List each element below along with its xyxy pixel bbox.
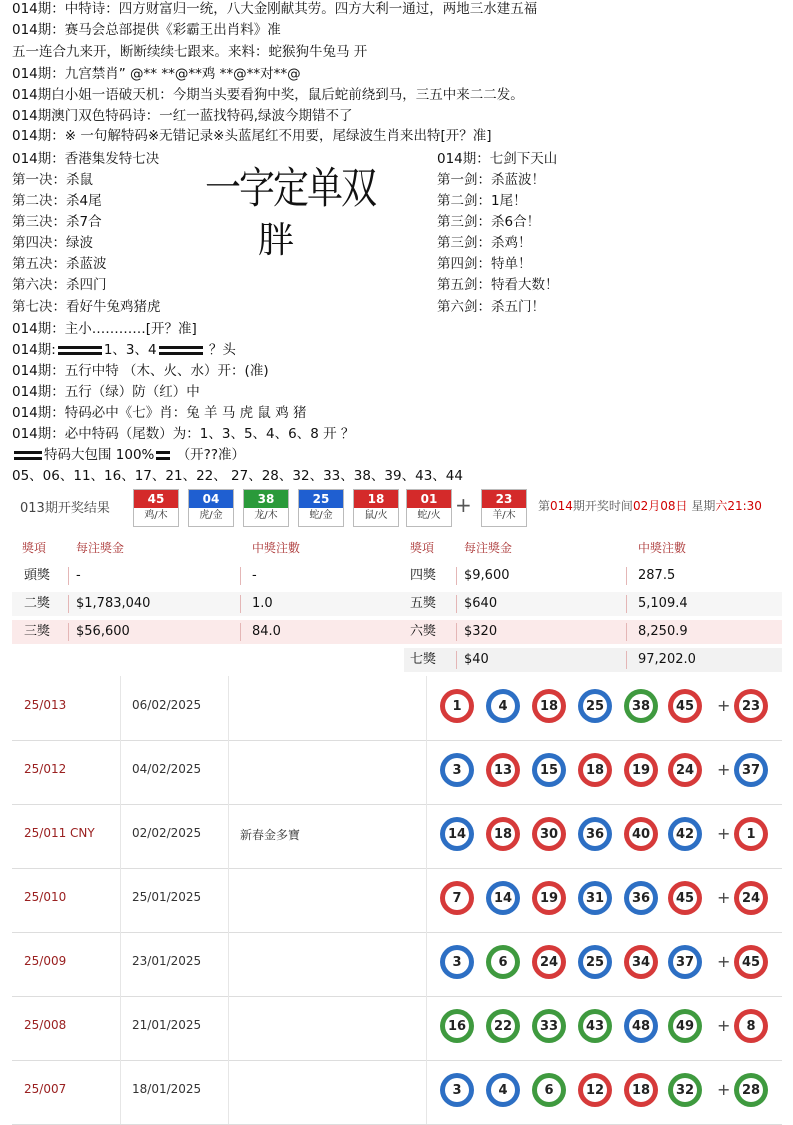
prize-name: 三獎 — [24, 624, 51, 639]
right-col-item: 第六剑：杀五门！ — [437, 299, 545, 315]
ball-zodiac: 羊/木 — [492, 510, 516, 521]
history-ball — [624, 753, 658, 787]
ball-number: 4 — [491, 694, 515, 718]
left-col-item: 第六决：杀四门 — [12, 277, 107, 293]
history-ball — [668, 753, 702, 787]
line-tail: （开??准） — [176, 447, 246, 463]
column-divider — [120, 868, 121, 932]
history-issue: 25/009 — [24, 954, 67, 968]
history-ball — [532, 1009, 566, 1043]
draw-time-info: 第014期开奖时间02月08日 星期六21:30 — [538, 499, 762, 513]
history-date: 23/01/2025 — [132, 954, 202, 968]
bar-mark — [14, 451, 42, 460]
cell-divider — [456, 651, 457, 669]
column-divider — [228, 996, 229, 1060]
ball-number: 7 — [445, 886, 469, 910]
column-divider — [228, 804, 229, 868]
history-ball — [624, 1073, 658, 1107]
plus-sign: + — [717, 824, 731, 843]
ball-number: 12 — [583, 1078, 607, 1102]
ball-number: 18 — [583, 758, 607, 782]
history-ball — [624, 881, 658, 915]
ball-number: 19 — [629, 758, 653, 782]
cell-divider — [240, 567, 241, 585]
prize-amount: $1,783,040 — [76, 596, 151, 611]
line-text: 特码大包围 100% — [44, 447, 155, 463]
ball-number: 14 — [445, 822, 469, 846]
history-ball — [440, 881, 474, 915]
ball-number: 23 — [739, 694, 763, 718]
prize-name: 頭獎 — [24, 568, 51, 583]
history-date: 06/02/2025 — [132, 698, 202, 712]
history-date: 21/01/2025 — [132, 1018, 202, 1032]
bar-mark — [159, 346, 203, 355]
ball-number: 18 — [629, 1078, 653, 1102]
ball-number: 43 — [583, 1014, 607, 1038]
history-ball — [440, 945, 474, 979]
bar-mark — [58, 346, 102, 355]
ball-zodiac: 蛇/金 — [309, 510, 333, 521]
ball-number: 45 — [739, 950, 763, 974]
history-ball — [668, 689, 702, 723]
history-issue: 25/007 — [24, 1082, 67, 1096]
ball-number: 48 — [629, 1014, 653, 1038]
text-line: 014期：※ 一句解特码※无错记录※头蓝尾红不用要，尾绿波生肖来出特[开？准] — [12, 128, 492, 144]
column-divider — [120, 740, 121, 804]
ball-zodiac: 鸡/木 — [144, 510, 168, 521]
history-ball — [578, 945, 612, 979]
prize-count: 84.0 — [252, 624, 281, 639]
history-special-ball — [734, 881, 768, 915]
history-special-ball — [734, 1009, 768, 1043]
cell-divider — [626, 567, 627, 585]
ball-number: 16 — [445, 1014, 469, 1038]
right-col-item: 第三剑：杀6合！ — [437, 214, 541, 230]
history-special-ball — [734, 1073, 768, 1107]
handwritten-title: 一字定单双 — [205, 164, 376, 214]
column-divider — [120, 1060, 121, 1124]
column-divider — [228, 932, 229, 996]
ball-number: 4 — [491, 1078, 515, 1102]
ball-number: 40 — [629, 822, 653, 846]
history-date: 18/01/2025 — [132, 1082, 202, 1096]
right-col-item: 014期：七剑下天山 — [437, 151, 558, 167]
history-ball — [532, 945, 566, 979]
ball-number: 28 — [739, 1078, 763, 1102]
ball-number: 1 — [739, 822, 763, 846]
cell-divider — [240, 623, 241, 641]
prize-amount: $56,600 — [76, 624, 130, 639]
text-line — [12, 446, 245, 464]
text-line: 014期：五行（绿）防（红）中 — [12, 384, 200, 400]
history-ball — [440, 1073, 474, 1107]
ball-number: 3 — [445, 758, 469, 782]
result-ball — [353, 489, 399, 527]
history-date: 25/01/2025 — [132, 890, 202, 904]
history-ball — [532, 817, 566, 851]
prize-count: 97,202.0 — [638, 652, 696, 667]
right-col-item: 第二剑：1尾！ — [437, 193, 527, 209]
history-ball — [578, 1073, 612, 1107]
plus-sign: + — [455, 493, 472, 517]
line-suffix: ？头 — [208, 342, 236, 358]
text-line: 05、06、11、16、17、21、22、 27、28、32、33、38、39、43、44 — [12, 468, 463, 484]
history-ball — [486, 881, 520, 915]
prize-header: 獎項 — [22, 541, 47, 555]
cell-divider — [456, 623, 457, 641]
prize-header: 中獎注數 — [638, 541, 687, 555]
special-ball — [481, 489, 527, 527]
cell-divider — [456, 595, 457, 613]
history-ball — [578, 689, 612, 723]
ball-number: 45 — [673, 694, 697, 718]
text-line: 014期：赛马会总部提供《彩霸王出肖料》准 — [12, 22, 281, 38]
ball-number: 13 — [491, 758, 515, 782]
history-row — [12, 932, 782, 997]
prize-count: - — [252, 568, 257, 583]
text-line: 014期：特码必中《七》肖：兔 羊 马 虎 鼠 鸡 猪 — [12, 405, 307, 421]
ball-number: 04 — [189, 490, 233, 508]
text-line: 014期：必中特码（尾数）为：1、3、5、4、6、8 开 ？ — [12, 426, 355, 442]
ball-number: 24 — [673, 758, 697, 782]
column-divider — [426, 740, 427, 804]
ball-number: 38 — [629, 694, 653, 718]
prize-row — [12, 620, 782, 644]
history-ball — [486, 753, 520, 787]
ball-zodiac: 虎/金 — [199, 510, 223, 521]
history-ball — [486, 689, 520, 723]
ball-number: 25 — [583, 950, 607, 974]
history-note: 新春金多寶 — [240, 828, 301, 842]
history-ball — [486, 1073, 520, 1107]
text-line: 014期澳门双色特码诗：一红一蓝找特码,绿波今期错不了 — [12, 108, 353, 124]
bar-mark — [156, 451, 170, 460]
prize-header: 每注獎金 — [464, 541, 513, 555]
line-digits: 1、3、4 — [103, 342, 157, 358]
history-ball — [668, 1073, 702, 1107]
text-line — [12, 341, 236, 359]
ball-number: 6 — [491, 950, 515, 974]
history-issue: 25/010 — [24, 890, 67, 904]
prize-name: 七獎 — [410, 652, 437, 667]
ball-number: 42 — [673, 822, 697, 846]
history-issue: 25/011 CNY — [24, 826, 95, 840]
prize-amount: $40 — [464, 652, 489, 667]
handwritten-mark: 胖 — [258, 220, 295, 261]
prize-amount: $9,600 — [464, 568, 510, 583]
ball-number: 31 — [583, 886, 607, 910]
ball-number: 15 — [537, 758, 561, 782]
right-col-item: 第五剑：特看大数！ — [437, 277, 559, 293]
column-divider — [426, 1060, 427, 1124]
plus-sign: + — [717, 888, 731, 907]
cell-divider — [240, 595, 241, 613]
ball-number: 37 — [739, 758, 763, 782]
left-col-item: 第七决：看好牛兔鸡猪虎 — [12, 299, 161, 315]
history-ball — [532, 1073, 566, 1107]
ball-number: 32 — [673, 1078, 697, 1102]
ball-number: 22 — [491, 1014, 515, 1038]
prize-row — [12, 592, 782, 616]
text-line: 五一连合九来开，断断续续七跟来。来料：蛇猴狗牛兔马 开 — [12, 44, 368, 60]
ball-number: 25 — [299, 490, 343, 508]
prize-name: 六獎 — [410, 624, 437, 639]
ball-number: 49 — [673, 1014, 697, 1038]
line-prefix: 014期: — [12, 342, 56, 358]
ball-number: 24 — [537, 950, 561, 974]
history-ball — [668, 1009, 702, 1043]
history-ball — [486, 817, 520, 851]
results-label: 013期开奖结果 — [20, 501, 110, 516]
column-divider — [228, 740, 229, 804]
text-line: 014期：五行中特 （木、火、水）开：(准) — [12, 363, 269, 379]
history-special-ball — [734, 945, 768, 979]
left-col-item: 第五决：杀蓝波 — [12, 256, 107, 272]
prize-name: 四獎 — [410, 568, 437, 583]
ball-number: 36 — [629, 886, 653, 910]
ball-number: 1 — [445, 694, 469, 718]
results-strip — [0, 485, 793, 529]
history-date: 02/02/2025 — [132, 826, 202, 840]
left-col-item: 第二决：杀4尾 — [12, 193, 102, 209]
ball-zodiac: 龙/木 — [254, 510, 278, 521]
history-ball — [440, 1009, 474, 1043]
result-ball — [406, 489, 452, 527]
text-line: 014期白小姐一语破天机：今期当头要看狗中奖，鼠后蛇前绕到马，三五中来二二发。 — [12, 87, 524, 103]
history-issue: 25/012 — [24, 762, 67, 776]
column-divider — [120, 932, 121, 996]
result-ball — [298, 489, 344, 527]
prize-amount: - — [76, 568, 81, 583]
text-line: 014期：九宫禁肖” @** **@**鸡 **@**对**@ — [12, 66, 301, 82]
prize-amount: $320 — [464, 624, 498, 639]
history-row — [12, 868, 782, 933]
prize-header: 每注獎金 — [76, 541, 125, 555]
column-divider — [426, 868, 427, 932]
ball-number: 18 — [354, 490, 398, 508]
cell-divider — [456, 567, 457, 585]
history-row — [12, 740, 782, 805]
history-ball — [578, 817, 612, 851]
right-col-item: 第一剑：杀蓝波！ — [437, 172, 545, 188]
history-ball — [532, 881, 566, 915]
history-issue: 25/013 — [24, 698, 67, 712]
prize-header: 中獎注數 — [252, 541, 301, 555]
column-divider — [120, 676, 121, 740]
column-divider — [426, 676, 427, 740]
history-ball — [624, 817, 658, 851]
history-ball — [578, 753, 612, 787]
right-col-item: 第三剑：杀鸡！ — [437, 235, 532, 251]
prize-header: 獎項 — [410, 541, 435, 555]
ball-number: 8 — [739, 1014, 763, 1038]
history-ball — [440, 689, 474, 723]
ball-number: 30 — [537, 822, 561, 846]
history-ball — [624, 689, 658, 723]
cell-divider — [626, 623, 627, 641]
ball-number: 37 — [673, 950, 697, 974]
history-special-ball — [734, 817, 768, 851]
prize-row — [12, 648, 782, 672]
ball-number: 33 — [537, 1014, 561, 1038]
result-ball — [243, 489, 289, 527]
ball-number: 3 — [445, 950, 469, 974]
ball-zodiac: 蛇/火 — [417, 510, 441, 521]
ball-number: 34 — [629, 950, 653, 974]
history-special-ball — [734, 753, 768, 787]
history-row — [12, 996, 782, 1061]
column-divider — [228, 868, 229, 932]
prize-amount: $640 — [464, 596, 498, 611]
history-row — [12, 804, 782, 869]
cell-divider — [626, 595, 627, 613]
ball-number: 23 — [482, 490, 526, 508]
prize-count: 5,109.4 — [638, 596, 688, 611]
ball-number: 38 — [244, 490, 288, 508]
history-ball — [624, 945, 658, 979]
prize-count: 287.5 — [638, 568, 676, 583]
left-col-item: 第一决：杀鼠 — [12, 172, 93, 188]
ball-zodiac: 鼠/火 — [364, 510, 388, 521]
history-ball — [486, 945, 520, 979]
history-row — [12, 676, 782, 741]
result-ball — [133, 489, 179, 527]
plus-sign: + — [717, 952, 731, 971]
column-divider — [228, 1060, 229, 1124]
ball-number: 36 — [583, 822, 607, 846]
plus-sign: + — [717, 1080, 731, 1099]
history-ball — [668, 881, 702, 915]
history-ball — [578, 881, 612, 915]
ball-number: 19 — [537, 886, 561, 910]
ball-number: 45 — [134, 490, 178, 508]
ball-number: 45 — [673, 886, 697, 910]
right-col-item: 第四剑：特单！ — [437, 256, 532, 272]
column-divider — [426, 932, 427, 996]
column-divider — [228, 676, 229, 740]
history-ball — [668, 817, 702, 851]
text-line: 014期：中特诗：四方财富归一统，八大金刚献其劳。四方大利一通过，两地三水建五福 — [12, 1, 538, 17]
history-ball — [440, 753, 474, 787]
ball-number: 01 — [407, 490, 451, 508]
cell-divider — [626, 651, 627, 669]
ball-number: 25 — [583, 694, 607, 718]
plus-sign: + — [717, 760, 731, 779]
column-divider — [120, 804, 121, 868]
cell-divider — [68, 623, 69, 641]
prize-count: 1.0 — [252, 596, 273, 611]
ball-number: 3 — [445, 1078, 469, 1102]
prize-count: 8,250.9 — [638, 624, 688, 639]
text-line: 014期：主小…………[开？准] — [12, 321, 197, 337]
history-ball — [668, 945, 702, 979]
result-ball — [188, 489, 234, 527]
ball-number: 24 — [739, 886, 763, 910]
history-date: 04/02/2025 — [132, 762, 202, 776]
history-ball — [532, 753, 566, 787]
left-col-item: 第三决：杀7合 — [12, 214, 102, 230]
history-ball — [578, 1009, 612, 1043]
history-row — [12, 1060, 782, 1125]
ball-number: 18 — [491, 822, 515, 846]
prize-name: 二獎 — [24, 596, 51, 611]
prize-row — [12, 564, 782, 588]
plus-sign: + — [717, 1016, 731, 1035]
history-special-ball — [734, 689, 768, 723]
cell-divider — [68, 595, 69, 613]
history-ball — [486, 1009, 520, 1043]
history-issue: 25/008 — [24, 1018, 67, 1032]
cell-divider — [68, 567, 69, 585]
column-divider — [426, 804, 427, 868]
ball-number: 6 — [537, 1078, 561, 1102]
left-col-item: 014期：香港集发特七决 — [12, 151, 160, 167]
history-ball — [440, 817, 474, 851]
column-divider — [120, 996, 121, 1060]
ball-number: 14 — [491, 886, 515, 910]
plus-sign: + — [717, 696, 731, 715]
left-col-item: 第四决：绿波 — [12, 235, 93, 251]
ball-number: 18 — [537, 694, 561, 718]
history-ball — [532, 689, 566, 723]
column-divider — [426, 996, 427, 1060]
history-ball — [624, 1009, 658, 1043]
prize-name: 五獎 — [410, 596, 437, 611]
